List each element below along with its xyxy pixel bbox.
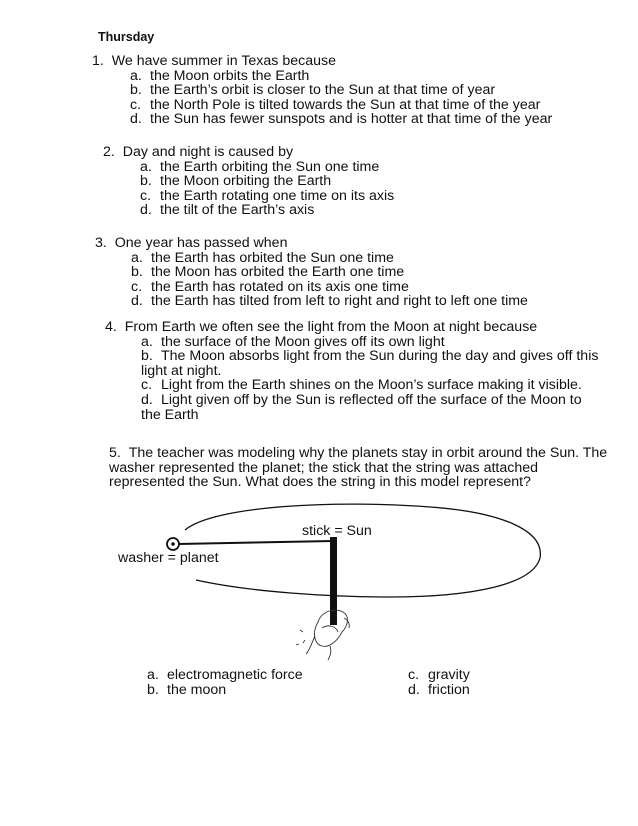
option-text: the Moon orbits the Earth [150, 67, 310, 84]
option-letter: c. [131, 278, 143, 295]
option-text: the Moon has orbited the Earth one time [151, 264, 405, 281]
answer-options-right [408, 668, 470, 697]
question-4 [105, 320, 605, 422]
option-d [140, 203, 394, 218]
option-text: the Earth has orbited the Sun one time [151, 249, 394, 266]
option-letter: b. [147, 681, 159, 698]
question-number: 3. [95, 235, 107, 251]
option-text: the Earth has tilted from left to right and right to left one time [151, 293, 528, 310]
orbit-path [185, 504, 540, 597]
stick-icon [330, 537, 337, 625]
option-b [140, 174, 394, 189]
question-text: From Earth we often see the light from the Moon at night because [124, 319, 538, 335]
option-letter: a. [140, 158, 152, 175]
question-text: We have summer in Texas because [111, 53, 336, 69]
option-letter: a. [131, 249, 143, 266]
option-b [147, 683, 303, 698]
option-text: the North Pole is tilted towards the Sun at that time of the year [150, 96, 541, 113]
question-5-stem [109, 446, 609, 490]
option-letter: d. [130, 111, 142, 128]
option-text: friction [428, 681, 470, 698]
option-letter: d. [141, 391, 153, 408]
question-1 [92, 54, 552, 127]
question-number: 4. [105, 319, 117, 335]
option-letter: d. [408, 681, 420, 698]
option-letter: a. [130, 67, 142, 84]
option-letter: c. [140, 187, 152, 204]
string-line [178, 541, 333, 544]
option-letter: c. [141, 377, 153, 394]
option-b [131, 265, 528, 280]
question-1-stem [92, 54, 552, 69]
option-letter: c. [130, 96, 142, 113]
option-text: Light from the Earth shines on the Moon’s surface making it visible. [161, 377, 582, 394]
option-text: the tilt of the Earth’s axis [160, 202, 315, 219]
orbit-model-diagram [0, 490, 638, 670]
option-text: the Earth’s orbit is closer to the Sun at that time of year [150, 82, 496, 99]
question-2-stem [103, 145, 394, 160]
option-d [131, 294, 528, 309]
option-a [140, 160, 394, 175]
option-text: the Moon orbiting the Earth [160, 173, 332, 190]
question-3 [95, 236, 528, 309]
option-letter: d. [140, 202, 152, 219]
question-text: One year has passed when [114, 235, 288, 251]
option-a [131, 251, 528, 266]
option-d [141, 393, 605, 422]
option-c [131, 280, 528, 295]
option-letter: b. [130, 82, 142, 99]
question-2 [103, 145, 394, 218]
hand-icon [296, 610, 349, 660]
option-text: the Earth rotating one time on its axis [160, 187, 395, 204]
question-number: 1. [92, 53, 104, 69]
option-letter: d. [131, 293, 143, 310]
question-text: Day and night is caused by [122, 144, 294, 160]
option-text: the Earth orbiting the Sun one time [160, 158, 380, 175]
question-number: 2. [103, 144, 115, 160]
option-d [130, 112, 552, 127]
option-a [147, 668, 303, 683]
option-letter: a. [141, 333, 153, 350]
option-d [408, 683, 470, 698]
option-text: The Moon absorbs light from the Sun during the day and gives off this light at night. [141, 348, 599, 379]
stick-label: stick = Sun [302, 523, 372, 539]
day-heading: Thursday [98, 30, 155, 44]
option-text: Light given off by the Sun is reflected off the surface of the Moon to the Earth [141, 391, 582, 423]
option-letter: b. [140, 173, 152, 190]
option-c [140, 189, 394, 204]
option-text: the Sun has fewer sunspots and is hotter at that time of the year [150, 111, 553, 128]
option-letter: b. [141, 348, 153, 365]
option-a [141, 335, 605, 350]
option-c [408, 668, 470, 683]
question-number: 5. [109, 445, 121, 461]
option-c [130, 98, 552, 113]
option-text: the Earth has rotated on its axis one time [151, 278, 409, 295]
option-letter: c. [408, 667, 420, 683]
question-4-stem [105, 320, 605, 335]
question-text: The teacher was modeling why the planets stay in orbit around the Sun. The washer represented the planet; the stick that the string was attached represented the Sun. What does the string in this model represent? [109, 445, 608, 491]
option-text: the moon [167, 681, 227, 698]
option-letter: a. [147, 667, 159, 683]
option-letter: b. [131, 264, 143, 281]
option-text: electromagnetic force [167, 667, 303, 683]
washer-label: washer = planet [118, 550, 219, 566]
answer-options-left [147, 668, 303, 697]
question-3-stem [95, 236, 528, 251]
question-5 [109, 446, 609, 490]
option-a [130, 69, 552, 84]
option-text: gravity [428, 667, 470, 683]
option-c [141, 378, 605, 393]
option-b [141, 349, 605, 378]
option-b [130, 83, 552, 98]
option-text: the surface of the Moon gives off its own light [161, 333, 445, 350]
